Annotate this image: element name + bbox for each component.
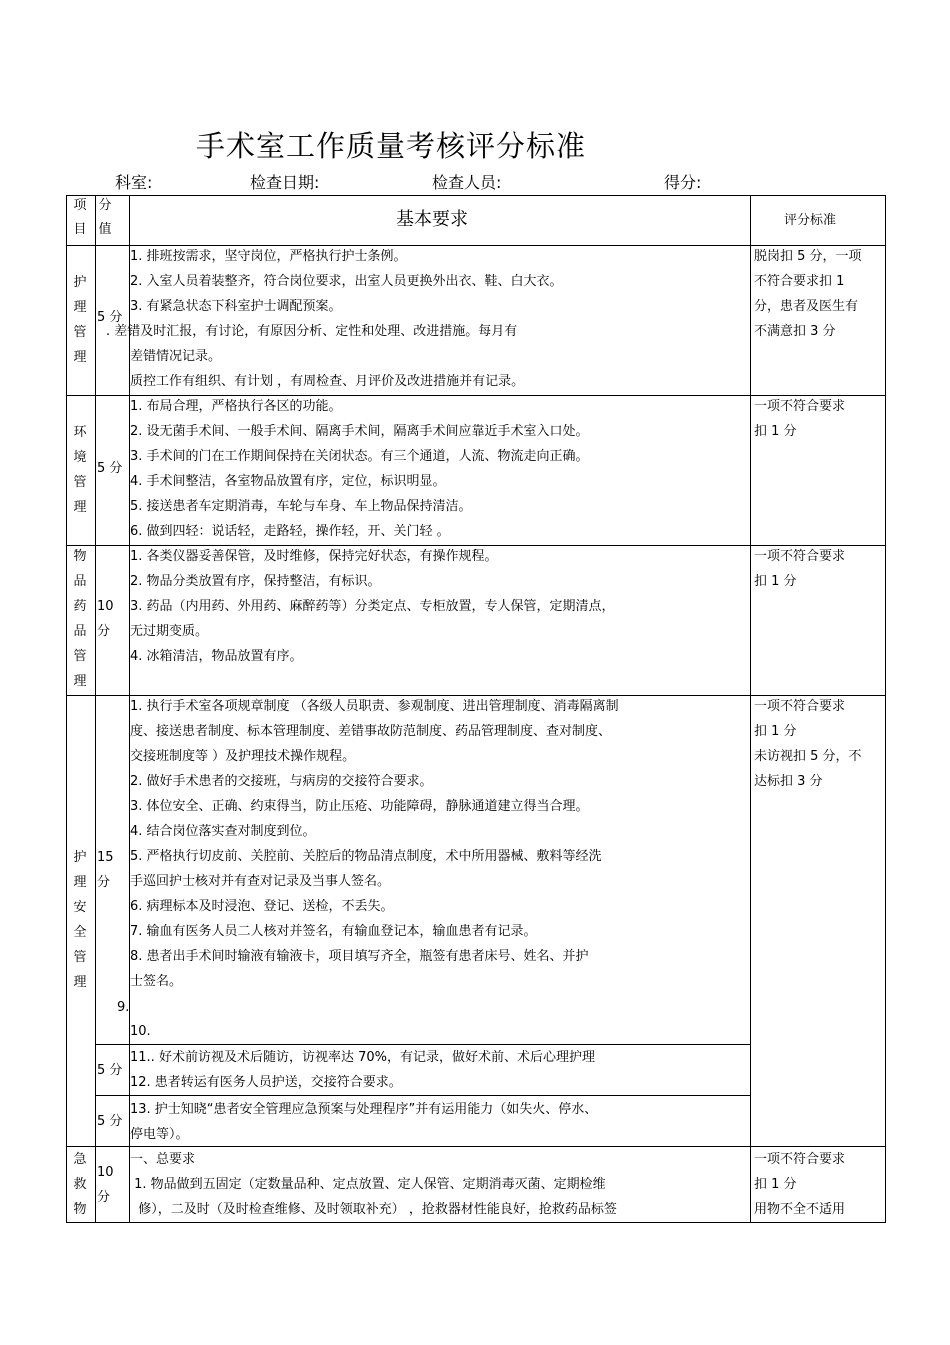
- header-points: 分 值: [98, 198, 112, 237]
- section-name: 护 理 安 全 管 理: [73, 850, 87, 990]
- section-points: 15 分: [97, 850, 114, 890]
- section-requirements: 1. 各类仪器妥善保管，及时维修，保持完好状态，有操作规程。 2. 物品分类放置有序，保持整洁，有标识。 3. 药品（内用药、外用药、麻醉药等）分类定点、专柜放置，专人保管，定期清点， 无过期变质。 4. 冰箱清洁，物品放置有序。: [130, 549, 615, 664]
- header-item: 项 目: [73, 198, 87, 237]
- stray-number: 9.: [117, 1000, 130, 1015]
- section-points: 10 分: [97, 599, 114, 639]
- inspector-label: 检查人员:: [432, 173, 502, 192]
- section-requirements: 1. 执行手术室各项规章制度 （各级人员职责、参观制度、进出管理制度、消毒隔离制 度、接送患者制度、标本管理制度、差错事故防范制度、药品管理制度、查对制度、 交接班制度等 ）及护理技术操作规程。 2. 做好手术患者的交接班，与病房的交接符合要求。 3. 体位安全、正确、约束得当，防止压疮、功能障碍，静脉通道建立得当合理。 4. 结合岗位落实查对制度到位。 5. 严格执行切皮前、关腔前、关腔后的物品清点制度，术中所用器械、敷料等经洗 手巡回护士核对并有查对记录及当事人签名。 6. 病理标本及时浸泡、登记、送检，不丢失。 7. 输血有医务人员二人核对并签名，有输血登记本，输血患者有记录。 8. 患者出手术间时输液有输液卡，项目填写齐全，瓶签有患者床号、姓名、并护 士签名。 10.: [130, 699, 619, 1039]
- section-name: 物 品 药 品 管 理: [73, 549, 87, 689]
- section-criteria: 一项不符合要求 扣 1 分 用物不全不适用: [754, 1152, 846, 1217]
- score-label: 得分:: [664, 173, 702, 192]
- document-title: 手术室工作质量考核评分标准: [196, 129, 587, 163]
- table-row-line: [95, 1095, 750, 1096]
- section-points: 5 分: [97, 310, 123, 325]
- date-label: 检查日期:: [250, 173, 320, 192]
- section-points: 10 分: [97, 1165, 114, 1205]
- subsection-points: 5 分: [97, 1063, 123, 1078]
- section-requirements: 1. 排班按需求，坚守岗位，严格执行护士条例。 2. 入室人员着装整齐，符合岗位要求，出室人员更换外出衣、鞋、白大衣。 3. 有紧急状态下科室护士调配预案。 . 差错及时汇报，有讨论，有原因分析、定性和处理、改进措施。每月有 差错情况记录。 质控工作有组织、有计划 ，有周检查、月评价及改进措施并有记录。: [106, 249, 563, 389]
- section-name: 环 境 管 理: [73, 425, 87, 515]
- section-criteria: 一项不符合要求 扣 1 分: [754, 549, 846, 589]
- dept-label: 科室:: [115, 173, 153, 192]
- table-border-top: [66, 195, 886, 196]
- header-criteria: 评分标准: [784, 213, 837, 228]
- section-requirements: 一、总要求 1. 物品做到五固定（定数量品种、定点放置、定人保管、定期消毒灭菌、定期检维 修），二及时（及时检查维修、及时领取补充） ，抢救器材性能良好，抢救药品标签: [130, 1152, 617, 1217]
- subsection-requirements: 13. 护士知晓“患者安全管理应急预案与处理程序”并有运用能力（如失火、停水、 停电等）。: [130, 1102, 598, 1142]
- table-border-left: [66, 195, 67, 1223]
- table-border-right: [885, 195, 886, 1223]
- section-name: 急 救 物: [73, 1152, 87, 1217]
- section-criteria: 脱岗扣 5 分，一项 不符合要求扣 1 分，患者及医生有 不满意扣 3 分: [754, 249, 862, 339]
- section-criteria: 一项不符合要求 扣 1 分 未访视扣 5 分，不 达标扣 3 分: [754, 699, 862, 789]
- subsection-points: 5 分: [97, 1114, 123, 1129]
- table-col-line: [750, 195, 751, 1223]
- subsection-requirements: 11.. 好术前访视及术后随访，访视率达 70%，有记录，做好术前、术后心理护理 12. 患者转运有医务人员护送，交接符合要求。: [130, 1050, 595, 1090]
- section-points: 5 分: [97, 461, 123, 476]
- header-requirements: 基本要求: [396, 209, 468, 230]
- section-requirements: 1. 布局合理，严格执行各区的功能。 2. 设无菌手术间、一般手术间、隔离手术间，隔离手术间应靠近手术室入口处。 3. 手术间的门在工作期间保持在关闭状态。有三个通道，人流、物流走向正确。 4. 手术间整洁，各室物品放置有序，定位，标识明显。 5. 接送患者车定期消毒，车轮与车身、车上物品保持清洁。 6. 做到四轻：说话轻，走路轻，操作轻，开、关门轻 。: [130, 399, 589, 539]
- table-col-line: [95, 195, 96, 1223]
- section-name: 护 理 管 理: [73, 275, 87, 365]
- table-border-bottom: [66, 1222, 886, 1223]
- section-criteria: 一项不符合要求 扣 1 分: [754, 399, 846, 439]
